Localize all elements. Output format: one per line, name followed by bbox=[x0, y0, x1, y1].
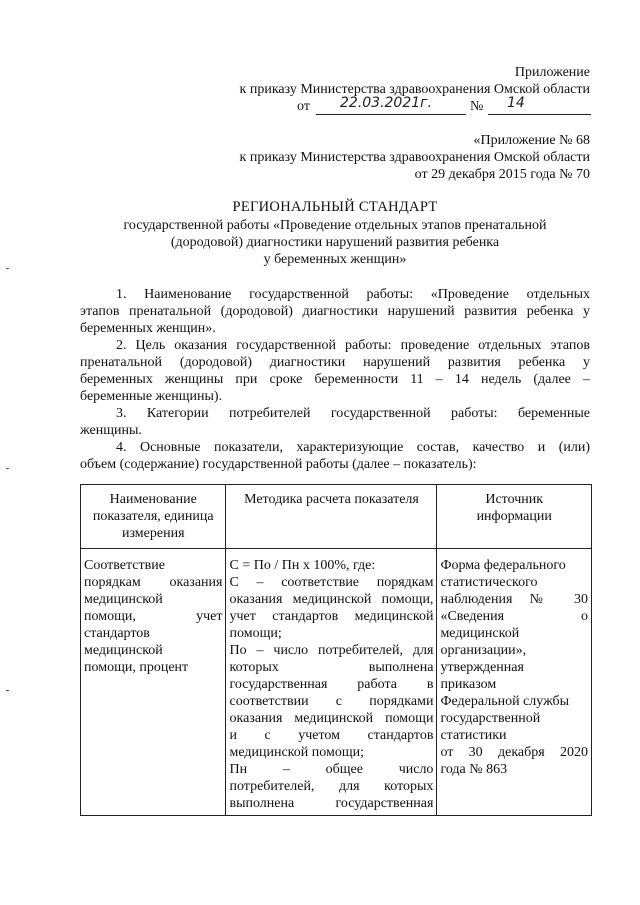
text-line: объем (содержание) государственной работы (далее – показатель): bbox=[80, 457, 477, 472]
cell-calculation-method bbox=[226, 549, 437, 816]
text-line: 1. Наименование государственной работы: «Проведение отдельных bbox=[116, 287, 590, 302]
cell-line: Соответствие bbox=[84, 558, 165, 573]
table-row bbox=[81, 549, 592, 816]
cell-line: стандартов bbox=[84, 626, 150, 641]
cell-line: медицинской bbox=[440, 626, 520, 641]
order-date-2: от 29 декабря 2015 года № 70 bbox=[414, 167, 590, 182]
text-line: 4. Основные показатели, характеризующие состав, качество и (или) bbox=[116, 440, 590, 455]
cell-line: медицинской bbox=[84, 643, 163, 658]
cell-line: выполнена государственная bbox=[229, 796, 434, 811]
text-line: беременные женщины). bbox=[80, 389, 223, 404]
header-information-source bbox=[437, 485, 592, 549]
subtitle-line-2: (дородовой) диагностики нарушений развития ребенка bbox=[170, 235, 500, 250]
cell-line: С = По / Пн х 100%, где: bbox=[229, 558, 376, 573]
text-line: этапов пренатальной (дородовой) диагностики нарушений развития ребенка у bbox=[80, 304, 590, 319]
appendix-label: Приложение bbox=[514, 65, 590, 80]
scan-mark bbox=[6, 468, 9, 469]
cell-line: и с учетом стандартов bbox=[229, 728, 434, 743]
cell-line: По – число потребителей, для bbox=[229, 643, 434, 658]
number-underline bbox=[488, 114, 591, 115]
cell-line: С – соответствие порядкам bbox=[229, 575, 434, 590]
cell-line: утвержденная bbox=[440, 660, 524, 675]
text-line: беременных женщин». bbox=[80, 321, 216, 336]
order-date-line bbox=[297, 98, 310, 115]
order-reference-2: к приказу Министерства здравоохранения Омской области bbox=[239, 150, 590, 165]
cell-indicator-name bbox=[81, 549, 226, 816]
from-label: от bbox=[297, 99, 310, 114]
paragraph-1 bbox=[80, 286, 590, 337]
header-text: Наименование bbox=[109, 492, 197, 507]
text-line: женщины. bbox=[80, 423, 142, 438]
header-text: измерения bbox=[121, 526, 185, 541]
cell-line: помощи; bbox=[229, 626, 282, 641]
header-text: Методика расчета показателя bbox=[244, 492, 419, 507]
cell-line: помощи, учет bbox=[84, 609, 223, 624]
order-reference: к приказу Министерства здравоохранения Омской области bbox=[239, 82, 590, 97]
cell-line: медицинской bbox=[84, 592, 163, 607]
document-title: РЕГИОНАЛЬНЫЙ СТАНДАРТ bbox=[232, 199, 438, 215]
cell-line: оказания медицинской помощи bbox=[229, 711, 434, 726]
text-line: 2. Цель оказания государственной работы: проведение отдельных этапов bbox=[116, 338, 590, 353]
cell-line: оказания медицинской помощи, bbox=[229, 592, 434, 607]
scan-mark bbox=[6, 690, 9, 691]
text-line: 3. Категории потребителей государственной работы: беременные bbox=[116, 406, 590, 421]
cell-line: государственная работа в bbox=[229, 677, 434, 692]
cell-line: потребителей, для которых bbox=[229, 779, 434, 794]
cell-information-source bbox=[437, 549, 592, 816]
header-calculation-method bbox=[226, 485, 437, 549]
cell-line: от 30 декабря 2020 bbox=[440, 745, 588, 760]
number-label: № bbox=[470, 99, 484, 114]
cell-line: порядкам оказания bbox=[84, 575, 223, 590]
cell-line: государственной bbox=[440, 711, 541, 726]
indicators-table bbox=[80, 484, 592, 816]
date-underline bbox=[316, 114, 466, 115]
cell-line: Форма федерального bbox=[440, 558, 566, 573]
cell-line: учет стандартов медицинской bbox=[229, 609, 434, 624]
cell-line: года № 863 bbox=[440, 762, 508, 777]
cell-line: наблюдения № 30 bbox=[440, 592, 588, 607]
cell-line: помощи, процент bbox=[84, 660, 189, 675]
cell-line: статистического bbox=[440, 575, 538, 590]
scan-mark bbox=[6, 268, 9, 269]
subtitle-line-3: у беременных женщин» bbox=[263, 252, 407, 267]
handwritten-number: 14 bbox=[507, 95, 525, 111]
paragraph-4 bbox=[80, 439, 590, 473]
handwritten-date: 22.03.2021г. bbox=[340, 95, 432, 111]
paragraph-3 bbox=[80, 405, 590, 439]
cell-line: статистики bbox=[440, 728, 507, 743]
paragraph-2 bbox=[80, 337, 590, 405]
header-text: информации bbox=[476, 509, 552, 524]
table-header-row bbox=[81, 485, 592, 549]
cell-line: приказом bbox=[440, 677, 497, 692]
appendix-68-label: «Приложение № 68 bbox=[473, 133, 590, 148]
header-text: Источник bbox=[485, 492, 544, 507]
text-line: беременных женщины при сроке беременности 11 – 14 недель (далее – bbox=[80, 372, 590, 387]
cell-line: которых выполнена bbox=[229, 660, 434, 675]
cell-line: медицинской помощи; bbox=[229, 745, 365, 760]
cell-line: организации», bbox=[440, 643, 527, 658]
header-indicator-name bbox=[81, 485, 226, 549]
cell-line: Федеральной службы bbox=[440, 694, 570, 709]
cell-line: Пн – общее число bbox=[229, 762, 434, 777]
cell-line: «Сведения о bbox=[440, 609, 588, 624]
header-text: показателя, единица bbox=[92, 509, 214, 524]
text-line: пренатальной (дородовой) диагностики нарушений развития ребенка у bbox=[80, 355, 590, 370]
subtitle-line-1: государственной работы «Проведение отдельных этапов пренатальной bbox=[123, 218, 547, 233]
cell-line: соответствии с порядками bbox=[229, 694, 434, 709]
